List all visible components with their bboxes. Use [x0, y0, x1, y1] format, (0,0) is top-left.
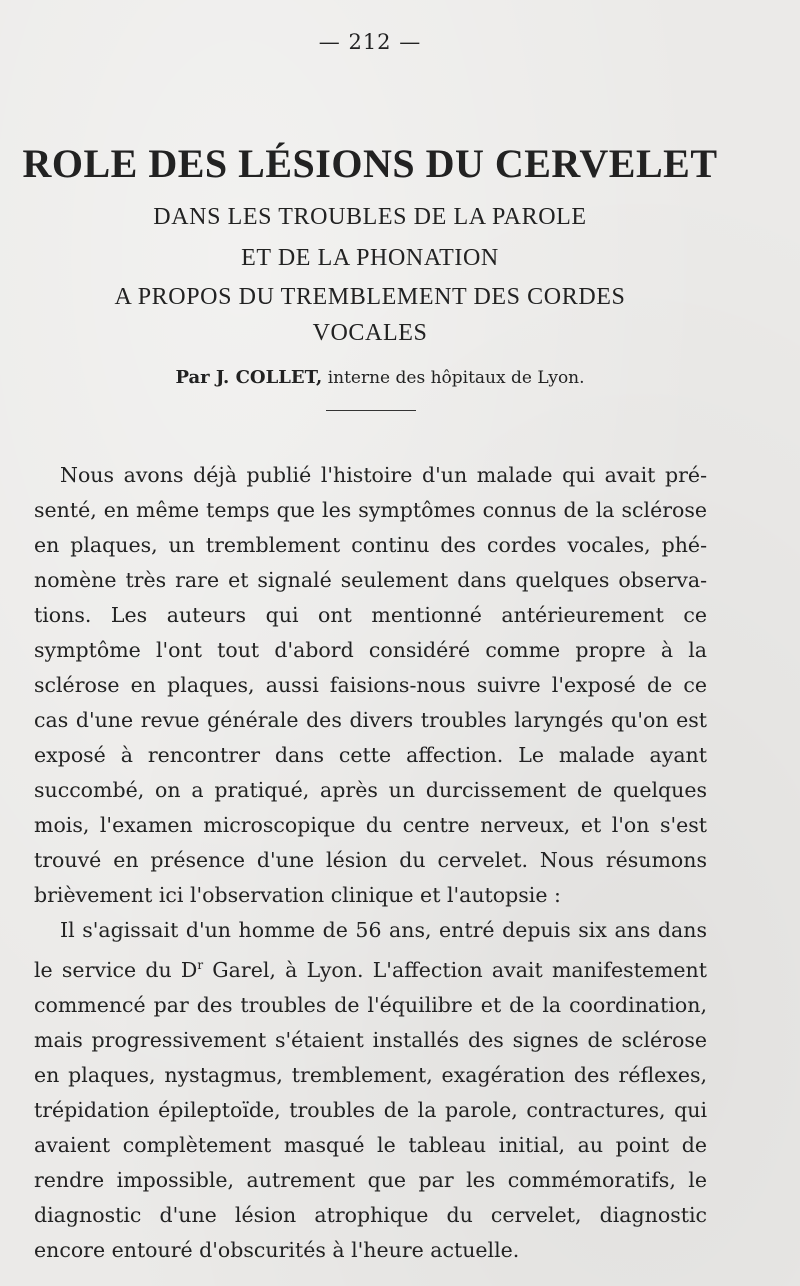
- page-number: — 212 —: [318, 30, 422, 54]
- separator-rule: [326, 410, 416, 411]
- subtitle-line: DANS LES TROUBLES DE LA PAROLE: [153, 204, 587, 230]
- body-paragraph: Nous avons déjà publié l'histoire d'un malade qui avait présenté, en même temps que les symptômes connus de la sclérose en plaques, un tremblement continu des cordes vocales, phénomène très rare et signalé seulement dans quelques observations. Les auteurs qui ont mentionné antérieurement ce symptôme l'ont tout d'abord considéré comme propre à la sclérose en plaques, aussi faisions-nous suivre l'exposé de ce cas d'une revue générale des divers troubles laryngés qu'on est exposé à rencontrer dans cette affection. Le malade ayant succombé, on a pratiqué, après un durcissement de quelques mois, l'examen microscopique du centre nerveux, et l'on s'est trouvé en présence d'une lésion du cervelet. Nous résumons brièvement ici l'observation clinique et l'autopsie :: [34, 463, 707, 907]
- body-paragraph: [34, 913, 707, 1268]
- author-affiliation: interne des hôpitaux de Lyon.: [322, 368, 585, 388]
- subtitle-line: A PROPOS DU TREMBLEMENT DES CORDES: [114, 284, 626, 310]
- superscript: r: [197, 958, 204, 972]
- subtitle-line: VOCALES: [312, 320, 428, 346]
- author-byline: [0, 367, 760, 388]
- author-name: Par J. COLLET,: [175, 367, 323, 388]
- subtitle-line: ET DE LA PHONATION: [241, 245, 499, 271]
- paragraph-text: Il s'agissait d'un homme de 56 ans, entré depuis six ans dans le service du D: [34, 918, 707, 982]
- article-title: ROLE DES LÉSIONS DU CERVELET: [22, 141, 718, 186]
- article-body: [34, 458, 707, 1268]
- paragraph-text: Garel, à Lyon. L'affection avait manifestement commencé par des troubles de l'équilibre et de la coordination, mais progressivement s'étaient installés des signes de sclérose en plaques, nystagmus, tremblement, exagération des réflexes, trépidation épileptoïde, troubles de la parole, contractures, qui avaient complètement masqué le tableau initial, au point de rendre impossible, autrement que par les commémoratifs, le diagnostic d'une lésion atrophique du cervelet, diagnostic encore entouré d'obscurités à l'heure actuelle.: [34, 957, 707, 1262]
